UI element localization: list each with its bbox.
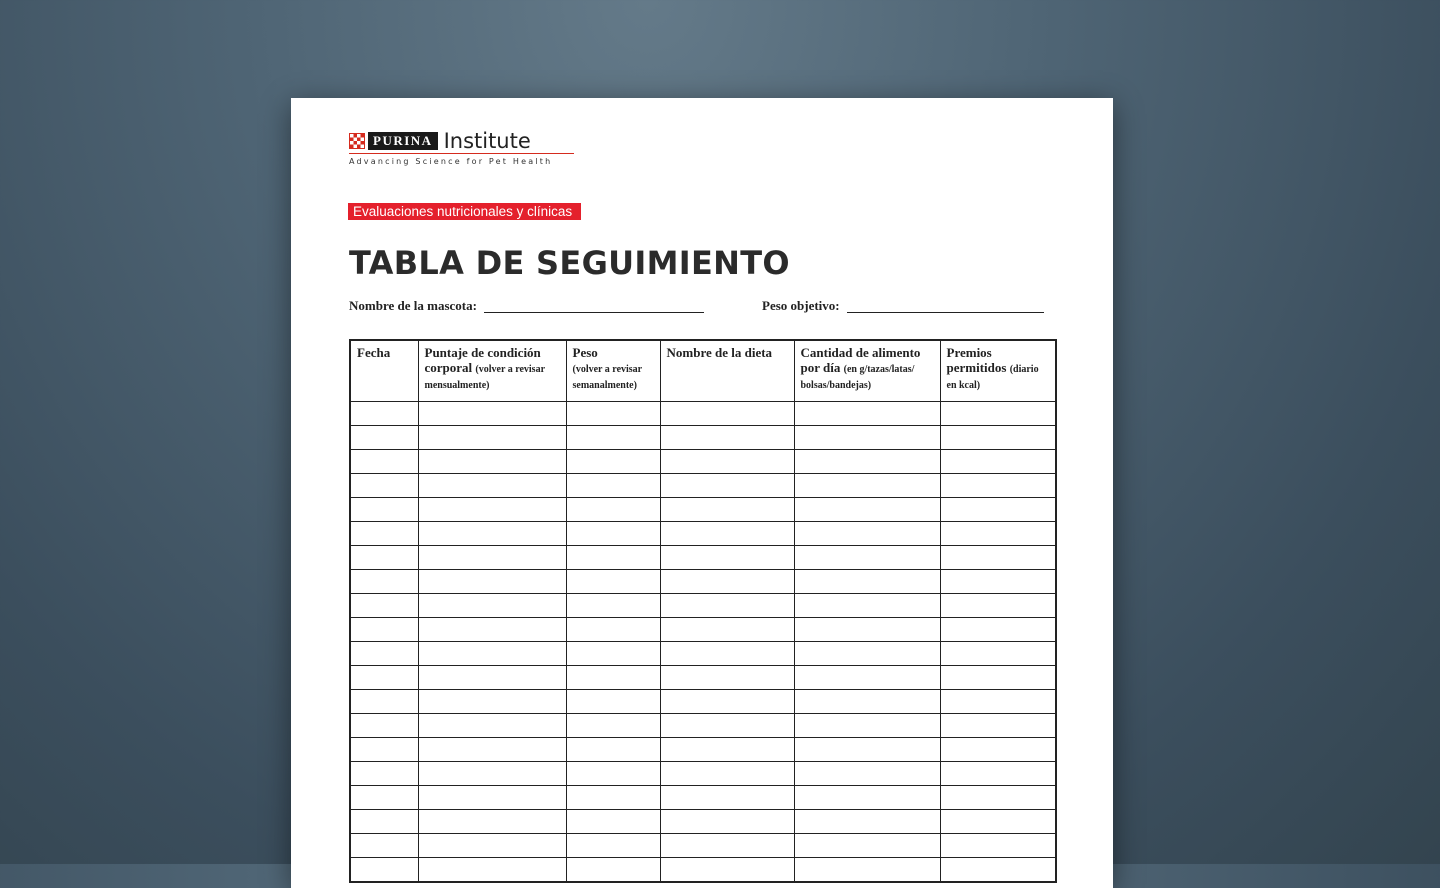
col-header-dieta: Nombre de la dieta — [660, 340, 794, 402]
table-cell[interactable] — [660, 690, 794, 714]
table-cell[interactable] — [660, 402, 794, 426]
table-cell[interactable] — [794, 594, 940, 618]
table-cell[interactable] — [418, 690, 566, 714]
table-cell[interactable] — [350, 858, 418, 883]
table-cell[interactable] — [418, 714, 566, 738]
table-cell[interactable] — [660, 618, 794, 642]
table-cell[interactable] — [794, 642, 940, 666]
table-cell[interactable] — [418, 594, 566, 618]
table-cell[interactable] — [350, 450, 418, 474]
table-cell[interactable] — [794, 834, 940, 858]
page-title: TABLA DE SEGUIMIENTO — [349, 244, 790, 282]
table-cell[interactable] — [350, 618, 418, 642]
table-cell[interactable] — [566, 666, 660, 690]
table-row — [350, 474, 1056, 498]
table-cell[interactable] — [660, 450, 794, 474]
target-weight-label: Peso objetivo: — [762, 298, 840, 313]
table-cell[interactable] — [660, 594, 794, 618]
table-cell[interactable] — [350, 690, 418, 714]
table-row — [350, 666, 1056, 690]
table-cell[interactable] — [660, 714, 794, 738]
table-row — [350, 594, 1056, 618]
table-cell[interactable] — [940, 498, 1056, 522]
table-cell[interactable] — [940, 474, 1056, 498]
table-cell[interactable] — [794, 762, 940, 786]
table-cell[interactable] — [350, 738, 418, 762]
table-cell[interactable] — [418, 642, 566, 666]
table-row — [350, 810, 1056, 834]
table-row — [350, 714, 1056, 738]
table-cell[interactable] — [566, 642, 660, 666]
table-cell[interactable] — [794, 714, 940, 738]
table-header-row — [350, 340, 1056, 402]
table-cell[interactable] — [940, 690, 1056, 714]
table-row — [350, 498, 1056, 522]
table-cell[interactable] — [660, 810, 794, 834]
table-cell[interactable] — [566, 690, 660, 714]
table-cell[interactable] — [794, 498, 940, 522]
table-row — [350, 402, 1056, 426]
tracking-table — [349, 339, 1057, 883]
table-cell[interactable] — [794, 618, 940, 642]
table-cell[interactable] — [566, 498, 660, 522]
logo-tagline: Advancing Science for Pet Health — [349, 157, 553, 166]
table-cell[interactable] — [566, 402, 660, 426]
table-cell[interactable] — [350, 666, 418, 690]
table-cell[interactable] — [350, 762, 418, 786]
section-tag: Evaluaciones nutricionales y clínicas — [348, 203, 581, 220]
table-cell[interactable] — [566, 786, 660, 810]
table-cell[interactable] — [940, 786, 1056, 810]
table-cell[interactable] — [660, 834, 794, 858]
pet-name-blank-line[interactable] — [484, 312, 704, 313]
table-cell[interactable] — [940, 594, 1056, 618]
col-header-premios: Premios permitidos (diario en kcal) — [940, 340, 1056, 402]
table-cell[interactable] — [418, 450, 566, 474]
table-cell[interactable] — [350, 498, 418, 522]
table-cell[interactable] — [350, 570, 418, 594]
table-cell[interactable] — [794, 402, 940, 426]
logo-brand: PURINA — [368, 132, 438, 150]
table-cell[interactable] — [566, 450, 660, 474]
table-row — [350, 450, 1056, 474]
table-row — [350, 762, 1056, 786]
table-cell[interactable] — [418, 738, 566, 762]
table-cell[interactable] — [794, 738, 940, 762]
table-cell[interactable] — [566, 594, 660, 618]
table-cell[interactable] — [566, 474, 660, 498]
table-cell[interactable] — [940, 522, 1056, 546]
table-cell[interactable] — [940, 762, 1056, 786]
table-row — [350, 786, 1056, 810]
table-cell[interactable] — [566, 546, 660, 570]
table-cell[interactable] — [418, 426, 566, 450]
table-cell[interactable] — [940, 810, 1056, 834]
col-header-puntaje: Puntaje de condición corporal (volver a revisar mensualmente) — [418, 340, 566, 402]
table-cell[interactable] — [350, 474, 418, 498]
table-cell[interactable] — [350, 786, 418, 810]
table-row — [350, 738, 1056, 762]
table-cell[interactable] — [350, 402, 418, 426]
table-row — [350, 642, 1056, 666]
table-cell[interactable] — [940, 642, 1056, 666]
table-cell[interactable] — [794, 786, 940, 810]
table-cell[interactable] — [350, 714, 418, 738]
table-cell[interactable] — [940, 666, 1056, 690]
table-cell[interactable] — [794, 546, 940, 570]
table-cell[interactable] — [418, 474, 566, 498]
table-body — [350, 402, 1056, 883]
table-cell[interactable] — [418, 402, 566, 426]
table-cell[interactable] — [566, 522, 660, 546]
table-cell[interactable] — [940, 834, 1056, 858]
target-weight-field[interactable] — [762, 298, 1044, 314]
table-cell[interactable] — [794, 570, 940, 594]
document-page — [291, 98, 1113, 888]
table-cell[interactable] — [794, 858, 940, 883]
col-header-cantidad: Cantidad de alimento por día (en g/tazas/latas/ bolsas/bandejas) — [794, 340, 940, 402]
table-cell[interactable] — [418, 858, 566, 883]
table-cell[interactable] — [566, 810, 660, 834]
logo-divider — [349, 153, 574, 154]
table-row — [350, 426, 1056, 450]
table-row — [350, 546, 1056, 570]
table-cell[interactable] — [566, 570, 660, 594]
table-cell[interactable] — [566, 426, 660, 450]
table-cell[interactable] — [350, 426, 418, 450]
table-cell[interactable] — [418, 834, 566, 858]
table-cell[interactable] — [418, 522, 566, 546]
table-cell[interactable] — [794, 474, 940, 498]
table-cell[interactable] — [660, 570, 794, 594]
table-cell[interactable] — [660, 426, 794, 450]
table-cell[interactable] — [940, 738, 1056, 762]
table-cell[interactable] — [660, 666, 794, 690]
table-cell[interactable] — [940, 426, 1056, 450]
table-cell[interactable] — [350, 642, 418, 666]
table-cell[interactable] — [940, 570, 1056, 594]
table-cell[interactable] — [350, 810, 418, 834]
table-cell[interactable] — [794, 810, 940, 834]
table-cell[interactable] — [566, 858, 660, 883]
table-cell[interactable] — [660, 858, 794, 883]
checkerboard-logo-icon — [349, 133, 365, 149]
table-cell[interactable] — [940, 402, 1056, 426]
table-cell[interactable] — [350, 546, 418, 570]
pet-name-field[interactable] — [349, 298, 704, 314]
table-row — [350, 522, 1056, 546]
table-cell[interactable] — [418, 498, 566, 522]
table-cell[interactable] — [660, 762, 794, 786]
purina-institute-logo — [349, 130, 579, 170]
logo-name: Institute — [443, 129, 531, 153]
table-cell[interactable] — [350, 834, 418, 858]
table-cell[interactable] — [566, 618, 660, 642]
table-cell[interactable] — [566, 714, 660, 738]
table-cell[interactable] — [660, 546, 794, 570]
table-cell[interactable] — [660, 474, 794, 498]
table-row — [350, 690, 1056, 714]
table-cell[interactable] — [418, 570, 566, 594]
table-row — [350, 570, 1056, 594]
table-row — [350, 858, 1056, 883]
pet-name-label: Nombre de la mascota: — [349, 298, 477, 313]
table-cell[interactable] — [350, 594, 418, 618]
table-cell[interactable] — [794, 450, 940, 474]
table-cell[interactable] — [660, 498, 794, 522]
table-cell[interactable] — [418, 786, 566, 810]
table-cell[interactable] — [418, 666, 566, 690]
table-cell[interactable] — [940, 618, 1056, 642]
table-cell[interactable] — [940, 450, 1056, 474]
col-header-fecha: Fecha — [350, 340, 418, 402]
table-cell[interactable] — [350, 522, 418, 546]
table-row — [350, 834, 1056, 858]
table-cell[interactable] — [660, 522, 794, 546]
table-cell[interactable] — [418, 810, 566, 834]
table-row — [350, 618, 1056, 642]
table-cell[interactable] — [794, 522, 940, 546]
table-cell[interactable] — [566, 738, 660, 762]
target-weight-blank-line[interactable] — [847, 312, 1044, 313]
table-cell[interactable] — [660, 642, 794, 666]
table-cell[interactable] — [794, 666, 940, 690]
table-cell[interactable] — [660, 738, 794, 762]
table-cell[interactable] — [940, 714, 1056, 738]
table-cell[interactable] — [660, 786, 794, 810]
table-cell[interactable] — [418, 618, 566, 642]
table-cell[interactable] — [418, 546, 566, 570]
table-cell[interactable] — [940, 546, 1056, 570]
table-cell[interactable] — [566, 834, 660, 858]
table-cell[interactable] — [794, 426, 940, 450]
col-header-peso: Peso (volver a revisar semanalmente) — [566, 340, 660, 402]
table-cell[interactable] — [940, 858, 1056, 883]
table-cell[interactable] — [566, 762, 660, 786]
table-cell[interactable] — [794, 690, 940, 714]
table-cell[interactable] — [418, 762, 566, 786]
